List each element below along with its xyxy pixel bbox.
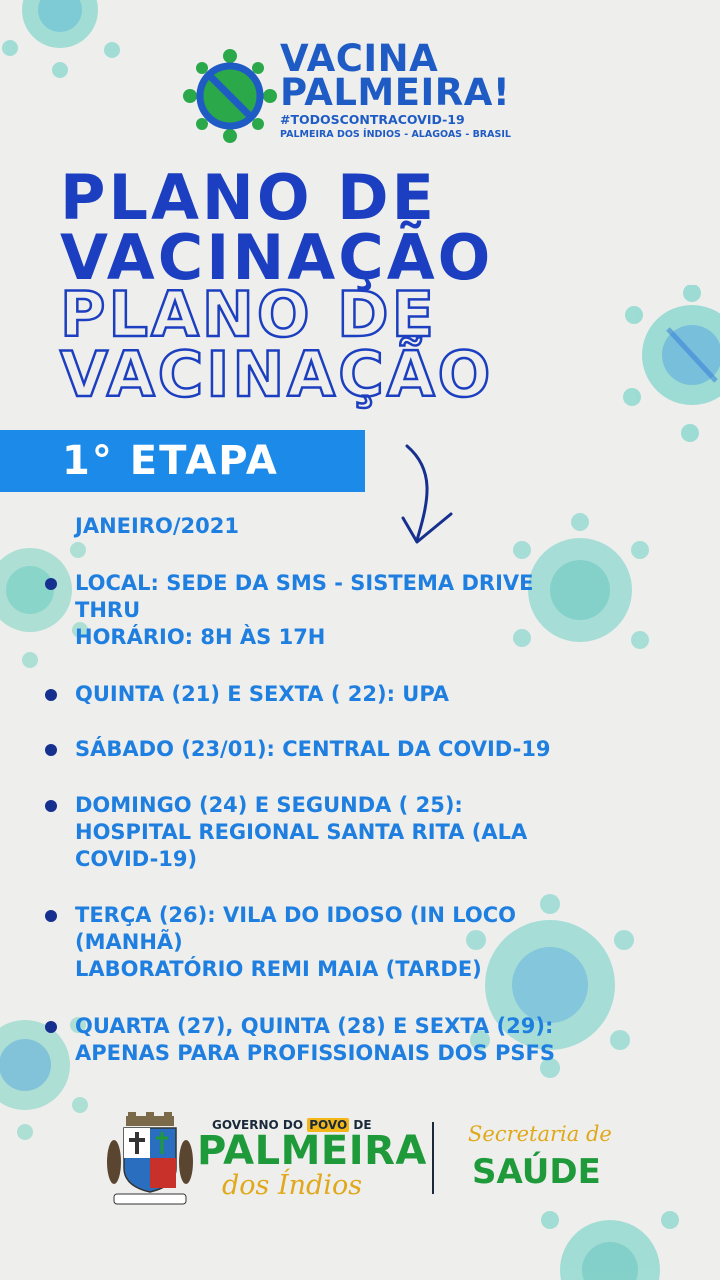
bullet-icon: [45, 800, 57, 812]
crossed-virus-icon: [182, 48, 278, 144]
hand-drawn-arrow-icon: [395, 440, 465, 550]
bullet-icon: [45, 744, 57, 756]
page-title-line-2: VACINAÇÃO: [60, 221, 494, 294]
schedule-line: LOCAL: SEDE DA SMS - SISTEMA DRIVE: [75, 571, 534, 595]
logo-hashtag: #TODOSCONTRACOVID-19: [280, 112, 465, 127]
logo-title: [280, 37, 511, 114]
schedule-item-text: [75, 570, 685, 651]
logo-place: PALMEIRA DOS ÍNDIOS - ALAGOAS - BRASIL: [280, 129, 511, 140]
gov-prefix: GOVERNO DO: [212, 1118, 304, 1132]
schedule-item-text: [75, 1013, 685, 1067]
schedule-item-text: [75, 792, 685, 873]
schedule-line: SÁBADO (23/01): CENTRAL DA COVID-19: [75, 737, 551, 761]
gov-povo: POVO: [309, 1118, 348, 1132]
schedule-line: THRU: [75, 598, 141, 622]
page-title-line-1: PLANO DE: [60, 161, 437, 234]
stage-banner: [0, 430, 365, 492]
gov-suffix: DE: [353, 1118, 372, 1132]
schedule-month: JANEIRO/2021: [75, 514, 239, 538]
footer-divider: [432, 1122, 434, 1194]
page-title: [60, 161, 660, 294]
schedule-line: LABORATÓRIO REMI MAIA (TARDE): [75, 957, 482, 981]
bullet-icon: [45, 1021, 57, 1033]
bullet-icon: [45, 910, 57, 922]
bullet-icon: [45, 578, 57, 590]
schedule-item-text: [75, 902, 685, 983]
schedule-line: COVID-19): [75, 847, 198, 871]
schedule-item-text: [75, 681, 685, 708]
schedule-line: QUARTA (27), QUINTA (28) E SEXTA (29):: [75, 1014, 554, 1038]
secretaria-label: Secretaria de: [468, 1122, 612, 1146]
schedule-line: DOMINGO (24) E SEGUNDA ( 25):: [75, 793, 463, 817]
vacina-palmeira-logo: [182, 37, 512, 152]
schedule-line: QUINTA (21) E SEXTA ( 22): UPA: [75, 682, 450, 706]
saude-label: SAÚDE: [472, 1152, 601, 1192]
schedule-item-text: [75, 736, 685, 763]
page-title-outline-line-1: PLANO DE: [60, 278, 437, 351]
schedule-line: TERÇA (26): VILA DO IDOSO (IN LOCO: [75, 903, 516, 927]
virus-decoration-icon: [0, 0, 140, 80]
stage-label: 1° ETAPA: [62, 438, 279, 484]
schedule-line: APENAS PARA PROFISSIONAIS DOS PSFS: [75, 1041, 556, 1065]
schedule-line: HORÁRIO: 8H ÀS 17H: [75, 625, 326, 649]
city-subname: dos Índios: [222, 1170, 363, 1201]
page-title-outline: [60, 278, 660, 411]
page-title-outline-line-2: VACINAÇÃO: [60, 338, 494, 411]
city-name: PALMEIRA: [197, 1128, 427, 1174]
schedule-line: HOSPITAL REGIONAL SANTA RITA (ALA: [75, 820, 528, 844]
city-crest-icon: [104, 1112, 196, 1208]
logo-title-line-2: PALMEIRA!: [280, 71, 511, 114]
footer-logos: [0, 1100, 720, 1210]
bullet-icon: [45, 689, 57, 701]
schedule-line: (MANHÃ): [75, 930, 183, 954]
logo-title-line-1: VACINA: [280, 37, 439, 80]
